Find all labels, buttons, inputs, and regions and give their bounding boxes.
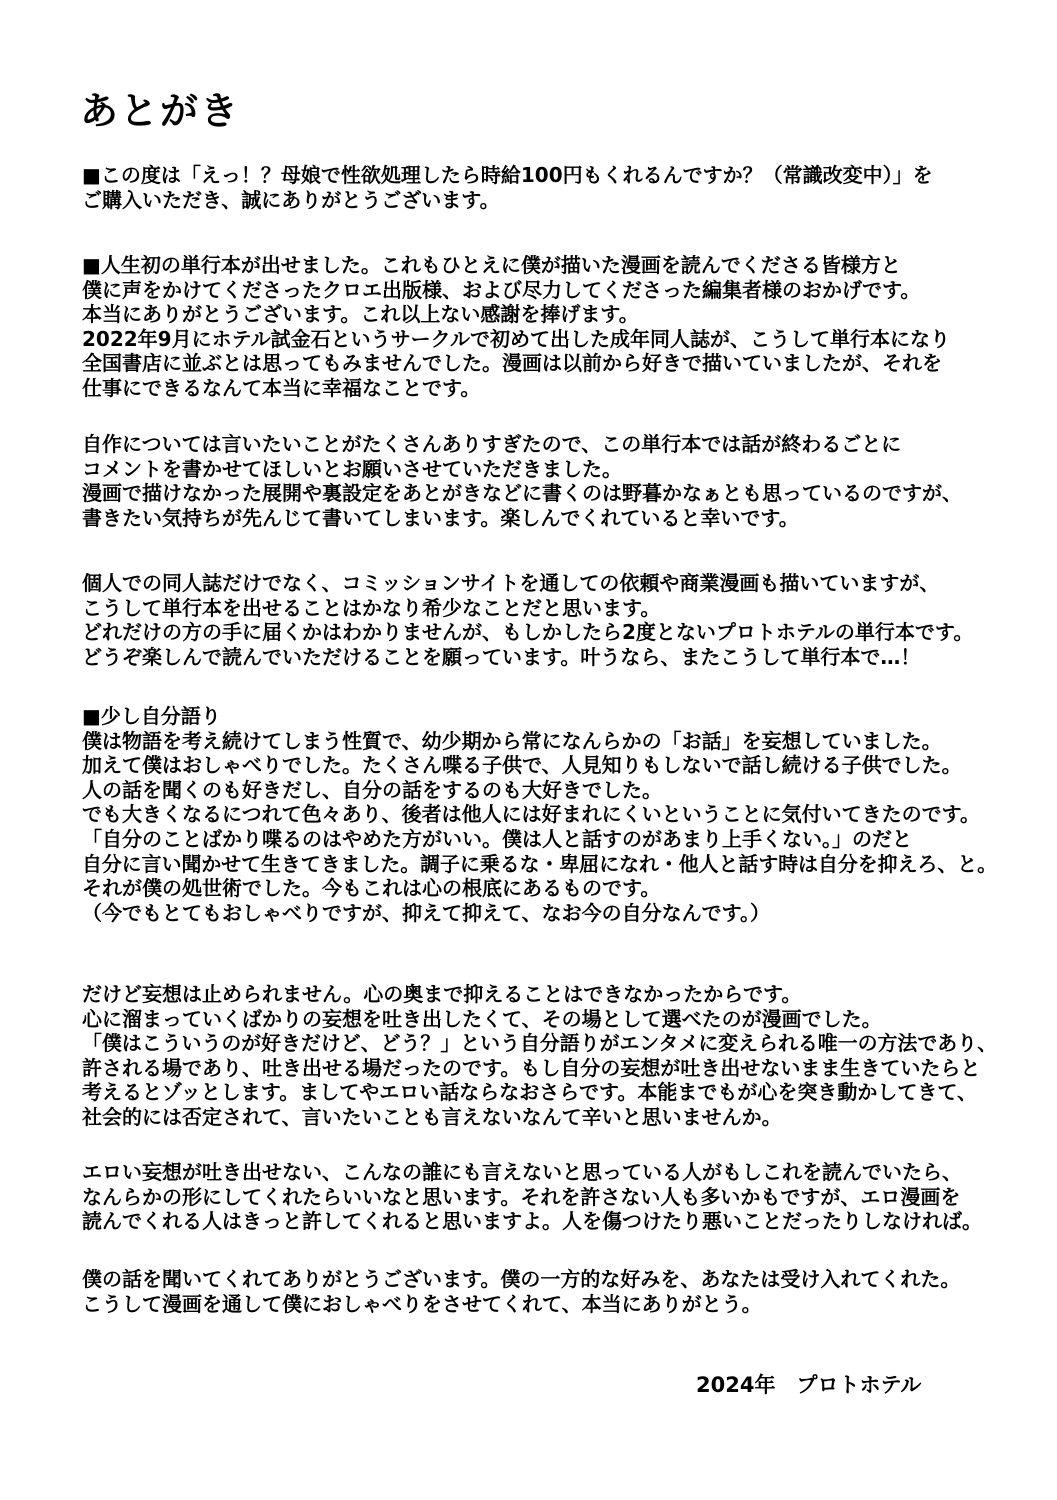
- text-line: どれだけの方の手に届くかはわかりませんが、もしかしたら2度とないプロトホテルの単行本です。: [82, 620, 974, 645]
- text-line: なんらかの形にしてくれたらいいなと思います。それを許さない人も多いかもですが、エロ漫画を: [82, 1184, 961, 1209]
- text-line: 自作については言いたいことがたくさんありすぎたので、この単行本では話が終わるごとに: [82, 432, 902, 456]
- text-line: どうぞ楽しんで読んでいただけることを願っています。叶うなら、またこうして単行本で…！: [82, 644, 921, 669]
- paragraph-readers: [82, 1160, 982, 1234]
- text-line: 「僕はこういうのが好きだけど、どう？」という自分語りがエンタメに変えられる唯一の方法であり、: [82, 1031, 997, 1056]
- text-line: （今でもとてもおしゃべりですが、抑えて抑えて、なお今の自分なんです。）: [82, 900, 770, 925]
- text-line: でも大きくなるにつれて色々あり、後者は他人には好まれにくいということに気付いてきたのです。: [82, 802, 980, 827]
- text-line: 社会的には否定されて、言いたいことも言えないなんて辛いと思いませんか。: [82, 1104, 782, 1129]
- text-line: 漫画で描けなかった展開や裏設定をあとがきなどに書くのは野暮かなぁとも思っているのですが、: [82, 481, 962, 506]
- text-line: 自分に言い聞かせて生きてきました。調子に乗るな・卑屈になれ・他人と話す時は自分を抑えろ、と。: [82, 851, 998, 876]
- text-line: 全国書店に並ぶとは思ってもみませんでした。漫画は以前から好きで描いていましたが、それを: [82, 351, 942, 376]
- signature: 2024年 プロトホテル: [696, 1373, 922, 1397]
- paragraph-comments: [82, 432, 962, 530]
- text-line: エロい妄想が吐き出せない、こんなの誰にも言えないと思っている人がもしこれを読んでいたら、: [82, 1160, 962, 1184]
- text-line: 考えるとゾッとします。ましてやエロい話ならなおさらです。本能までもが心を突き動かしてきて、: [82, 1080, 977, 1105]
- text-line: ■人生初の単行本が出せました。これもひとえに僕が描いた漫画を読んでくださる皆様方と: [82, 253, 901, 277]
- text-line: こうして単行本を出せることはかなり希少なことだと思います。: [82, 595, 661, 620]
- text-line: 仕事にできるなんて本当に幸福なことです。: [82, 375, 481, 400]
- text-line: 心に溜まっていくばかりの妄想を吐き出したくて、その場として選べたのが漫画でした。: [82, 1006, 882, 1031]
- text-line: コメントを書かせてほしいとお願いさせていただきました。: [82, 456, 622, 481]
- paragraph-closing: [82, 1267, 960, 1316]
- text-line: 書きたい気持ちが先んじて書いてしまいます。楽しんでくれていると幸いです。: [82, 505, 799, 530]
- text-line: 人の話を聞くのも好きだし、自分の話をするのも大好きでした。: [82, 777, 662, 802]
- text-line: ご購入いただき、誠にありがとうございます。: [82, 187, 500, 212]
- text-line: 僕に声をかけてくださったクロエ出版様、および尽力してくださった編集者様のおかげです。: [82, 277, 921, 302]
- text-line: 僕は物語を考え続けてしまう性質で、幼少期から常になんらかの「お話」を妄想していました。: [82, 728, 942, 753]
- text-line: ■この度は「えっ！？母娘で性欲処理したら時給100円もくれるんですか？（常識改変中）」を: [82, 163, 933, 187]
- text-line: だけど妄想は止められません。心の奥まで抑えることはできなかったからです。: [82, 982, 802, 1006]
- paragraph-first-volume: [82, 253, 950, 401]
- text-line: 許される場であり、吐き出せる場だったのです。もし自分の妄想が吐き出せないまま生きていたらと: [82, 1055, 981, 1080]
- text-line: ■少し自分語り: [82, 704, 221, 728]
- paragraph-self-talk: [82, 704, 1002, 925]
- paragraph-thanks: [82, 163, 933, 212]
- paragraph-fantasy: [82, 982, 1001, 1130]
- text-line: 加えて僕はおしゃべりでした。たくさん喋る子供で、人見知りもしないで話し続ける子供でした。: [82, 753, 962, 778]
- text-line: それが僕の処世術でした。今もこれは心の根底にあるものです。: [82, 876, 661, 901]
- text-line: 本当にありがとうございます。これ以上ない感謝を捧げます。: [82, 302, 639, 327]
- text-line: 僕の話を聞いてくれてありがとうございます。僕の一方的な好みを、あなたは受け入れてくれた。: [82, 1267, 961, 1291]
- page-title: あとがき: [80, 89, 241, 133]
- text-line: 「自分のことばかり喋るのはやめた方がいい。僕は人と話すのがあまり上手くない。」のだと: [82, 826, 912, 851]
- text-line: 読んでくれる人はきっと許してくれると思いますよ。人を傷つけたり悪いことだったりしなければ。: [82, 1209, 982, 1234]
- text-line: 個人での同人誌だけでなく、コミッションサイトを通しての依頼や商業漫画も描いていますが、: [82, 571, 940, 595]
- text-line: 2022年9月にホテル試金石というサークルで初めて出した成年同人誌が、こうして単行本になり: [82, 326, 950, 351]
- paragraph-rarity: [82, 571, 973, 669]
- text-line: こうして漫画を通して僕におしゃべりをさせてくれて、本当にありがとう。: [82, 1291, 762, 1316]
